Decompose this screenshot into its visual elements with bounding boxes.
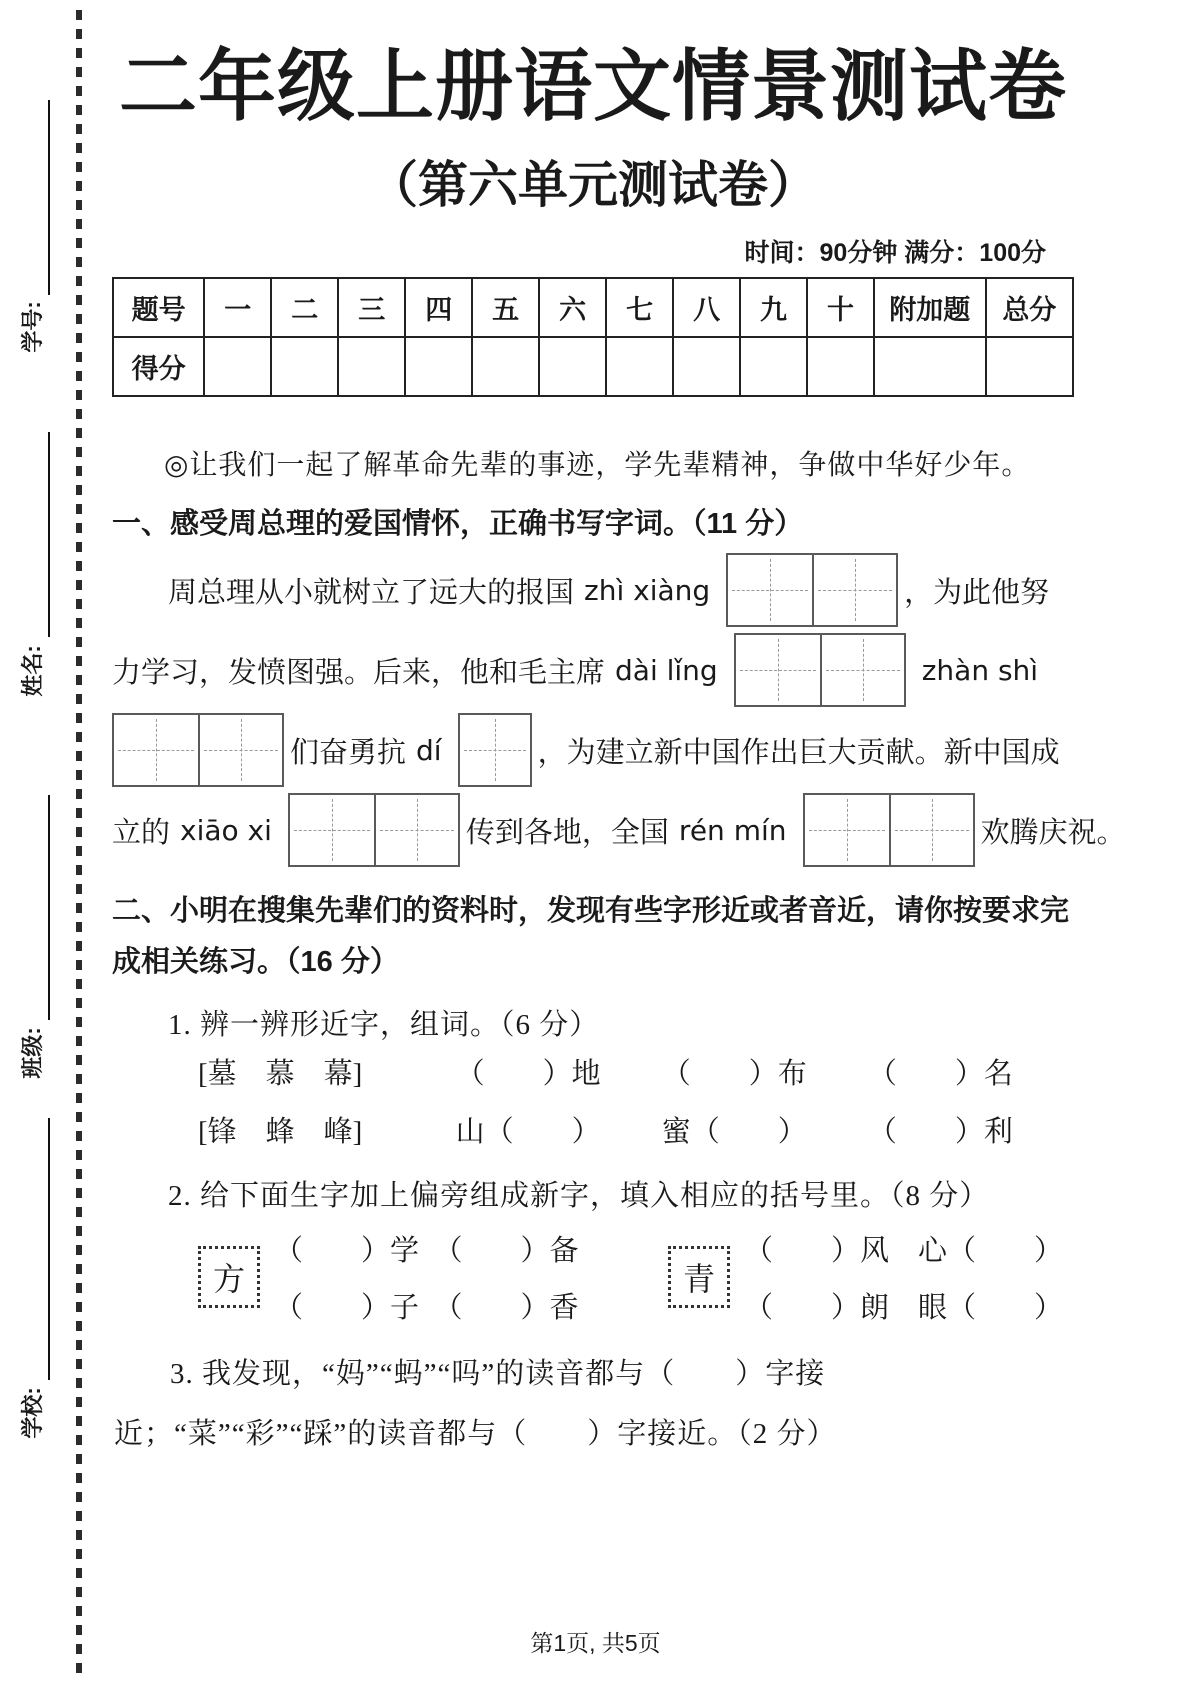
fill-blank-item: （ ）地 xyxy=(455,1058,601,1091)
pinyin-di: dí xyxy=(416,733,442,767)
score-cell-empty xyxy=(405,337,472,396)
base-character-box-fang: 方 xyxy=(198,1246,260,1308)
body-text: 立的 xyxy=(112,816,171,849)
motto-line: ◎让我们一起了解革命先辈的事迹，学先辈精神，争做中华好少年。 xyxy=(164,450,1031,482)
fill-blank-item: （ ）名 xyxy=(867,1058,1013,1091)
score-col-3: 三 xyxy=(338,278,405,337)
score-cell-empty xyxy=(204,337,271,396)
writing-grid-dailing xyxy=(734,633,906,707)
school-label: 学校: xyxy=(19,1387,45,1439)
student-id-writing-line xyxy=(48,100,50,295)
score-cell-empty xyxy=(874,337,986,396)
score-col-5: 五 xyxy=(472,278,539,337)
body-text: 欢腾庆祝。 xyxy=(980,816,1126,849)
fill-blank-lines xyxy=(744,1228,1063,1326)
main-content xyxy=(112,0,1126,1465)
body-text: 们奋勇抗 xyxy=(290,736,407,769)
body-text: 力学习，发愤图强。后来，他和毛主席 xyxy=(112,656,606,689)
character-options: [墓 慕 幕] xyxy=(198,1058,363,1091)
base-character-box-qing: 青 xyxy=(668,1246,730,1308)
question-3-text: 3. 我发现，“妈”“蚂”“吗”的读音都与（ ）字接近；“菜”“彩”“踩”的读音都与（ ）字接近。（2 分） xyxy=(114,1357,837,1451)
score-col-bonus: 附加题 xyxy=(874,278,986,337)
radical-group-qing xyxy=(668,1228,1063,1326)
score-col-2: 二 xyxy=(271,278,338,337)
fill-blank-line: （ ）子 （ ）香 xyxy=(274,1291,579,1324)
class-writing-line xyxy=(48,795,50,1020)
pinyin-dailing: dài lǐng xyxy=(615,653,718,687)
grid-cell xyxy=(290,795,374,865)
fill-blank-item: （ ）利 xyxy=(867,1116,1013,1149)
fill-blank-item: 山（ ） xyxy=(455,1116,601,1149)
score-col-7: 七 xyxy=(606,278,673,337)
score-cell-empty xyxy=(539,337,606,396)
pinyin-xiaoxi: xiāo xi xyxy=(180,813,272,847)
question-2-exercise xyxy=(112,1228,1074,1326)
paper-title: 二年级上册语文情景测试卷 xyxy=(118,42,1067,130)
student-id-label: 学号: xyxy=(19,301,45,353)
score-cell-empty xyxy=(986,337,1073,396)
section-one-line-4 xyxy=(112,790,1126,870)
score-table-points-row xyxy=(113,337,1073,396)
grid-cell xyxy=(728,555,812,625)
school-writing-line xyxy=(48,1118,50,1380)
pinyin-zhixiang: zhì xiàng xyxy=(584,573,711,607)
grid-cell xyxy=(198,715,282,785)
body-text: ，为建立新中国作出巨大贡献。新中国成 xyxy=(537,736,1060,769)
class-label: 班级: xyxy=(19,1027,45,1079)
grid-cell xyxy=(736,635,820,705)
question-1-row-1 xyxy=(112,1043,1074,1101)
score-col-10: 十 xyxy=(807,278,874,337)
score-col-1: 一 xyxy=(204,278,271,337)
score-cell-empty xyxy=(673,337,740,396)
writing-grid-di xyxy=(458,713,532,787)
score-col-9: 九 xyxy=(740,278,807,337)
section-one-heading: 一、感受周总理的爱国情怀，正确书写字词。（11 分） xyxy=(112,508,804,541)
writing-grid-renmin xyxy=(803,793,975,867)
writing-grid-xiaoxi xyxy=(288,793,460,867)
pinyin-zhanshi: zhàn shì xyxy=(921,653,1039,687)
fill-blank-lines xyxy=(274,1228,579,1326)
seal-dashed-line xyxy=(76,10,82,1674)
grid-cell xyxy=(812,555,896,625)
fill-blank-line: （ ）学 （ ）备 xyxy=(274,1234,579,1267)
score-cell-empty xyxy=(807,337,874,396)
fill-blank-line: （ ）朗 眼（ ） xyxy=(744,1291,1064,1324)
writing-grid-zhixiang xyxy=(726,553,898,627)
grid-cell xyxy=(805,795,889,865)
score-cell-empty xyxy=(740,337,807,396)
name-label: 姓名: xyxy=(19,645,45,697)
section-one-line-3 xyxy=(112,710,1074,790)
body-text: ，为此他努 xyxy=(904,576,1050,609)
question-1-heading: 1. 辨一辨形近字，组词。（6 分） xyxy=(168,1008,600,1041)
grid-cell xyxy=(114,715,198,785)
name-writing-line xyxy=(48,432,50,637)
time-score-info: 时间：90分钟 满分：100分 xyxy=(744,239,1046,268)
score-table-question-label: 题号 xyxy=(113,278,204,337)
score-table-header-row xyxy=(113,278,1073,337)
section-one-line-1 xyxy=(112,550,1074,630)
section-two-heading: 二、小明在搜集先辈们的资料时，发现有些字形近或者音近，请你按要求完成相关练习。（16 分） xyxy=(112,895,1070,978)
writing-grid-zhanshi xyxy=(112,713,284,787)
body-text: 周总理从小就树立了远大的报国 xyxy=(168,576,575,609)
score-cell-empty xyxy=(606,337,673,396)
grid-cell xyxy=(889,795,973,865)
score-cell-empty xyxy=(338,337,405,396)
section-one-line-2 xyxy=(112,630,1074,710)
fill-blank-item: 蜜（ ） xyxy=(661,1116,807,1149)
score-col-6: 六 xyxy=(539,278,606,337)
score-cell-empty xyxy=(472,337,539,396)
page-number: 第1页, 共5页 xyxy=(530,1630,661,1656)
score-col-4: 四 xyxy=(405,278,472,337)
character-options: [锋 蜂 峰] xyxy=(198,1116,363,1149)
grid-cell xyxy=(460,715,530,785)
score-cell-empty xyxy=(271,337,338,396)
score-col-8: 八 xyxy=(673,278,740,337)
score-col-total: 总分 xyxy=(986,278,1073,337)
grid-cell xyxy=(820,635,904,705)
question-2-heading: 2. 给下面生字加上偏旁组成新字，填入相应的括号里。（8 分） xyxy=(168,1179,990,1212)
radical-group-fang xyxy=(198,1228,668,1326)
body-text: 传到各地，全国 xyxy=(465,816,669,849)
score-table xyxy=(112,277,1074,397)
score-table-points-label: 得分 xyxy=(113,337,204,396)
paper-subtitle: （第六单元测试卷） xyxy=(368,157,818,214)
question-1-row-2 xyxy=(112,1101,1074,1159)
pinyin-renmin: rén mín xyxy=(678,813,787,847)
grid-cell xyxy=(374,795,458,865)
fill-blank-item: （ ）布 xyxy=(661,1058,807,1091)
fill-blank-line: （ ）风 心（ ） xyxy=(744,1234,1064,1267)
